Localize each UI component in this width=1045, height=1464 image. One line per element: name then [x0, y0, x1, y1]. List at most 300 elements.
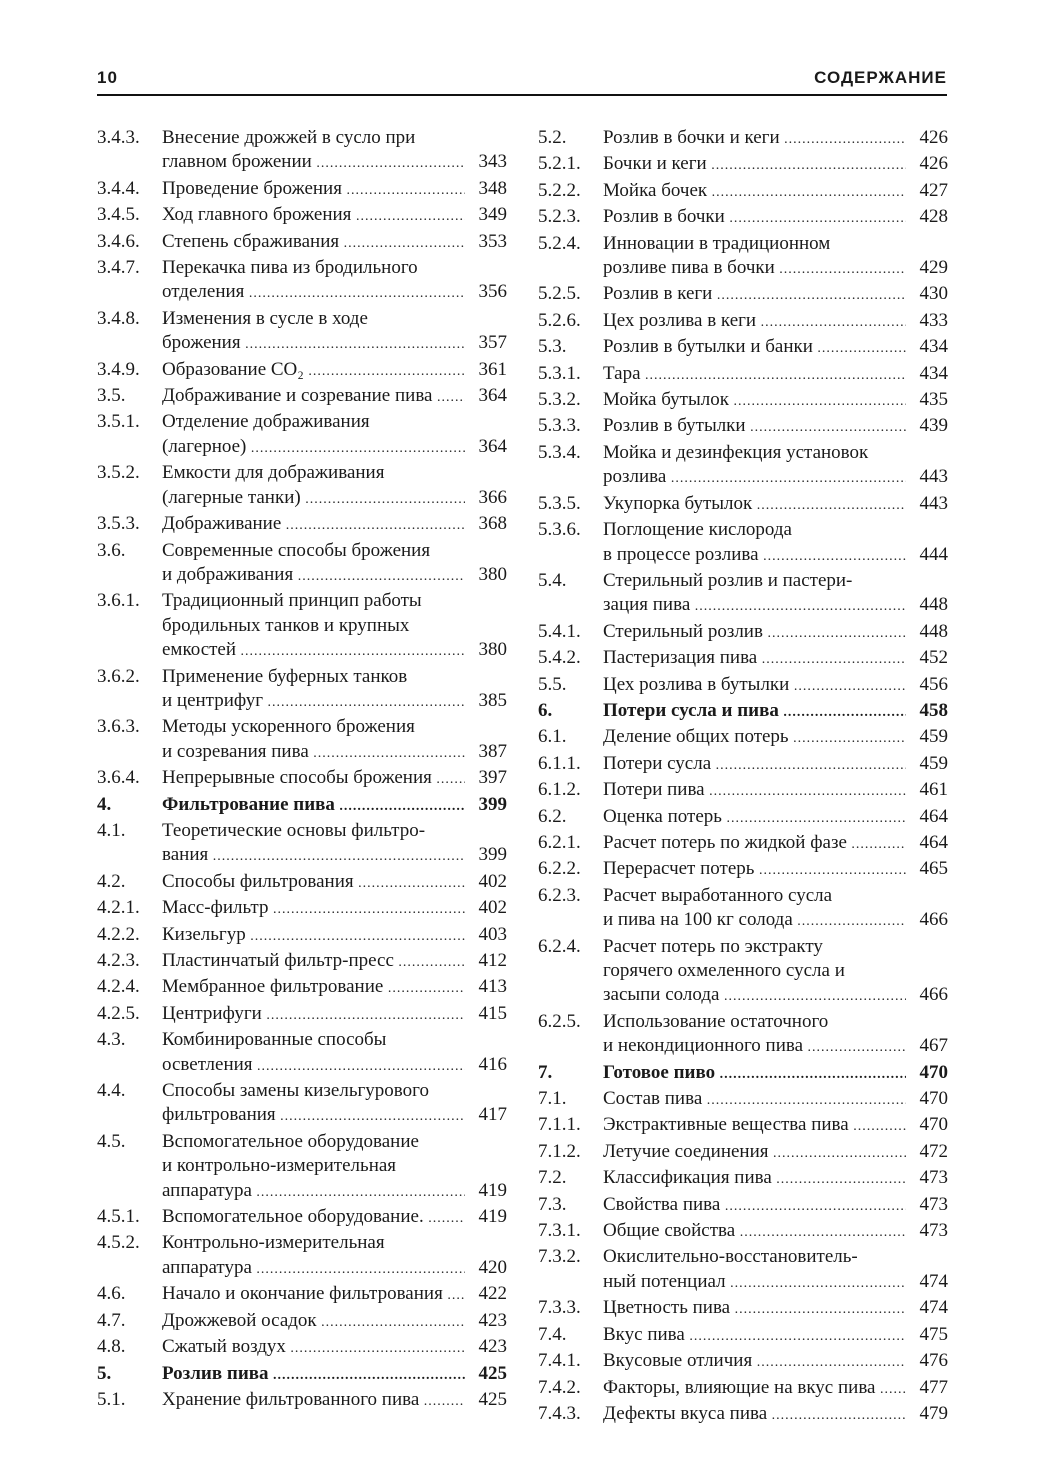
- toc-entry-continuation: [538, 983, 948, 1009]
- toc-entry: [538, 1245, 948, 1269]
- toc-entry-continuation: [97, 1053, 507, 1079]
- toc-entry: [538, 1323, 948, 1349]
- toc-entry-number: 4.5.1.: [97, 1206, 140, 1228]
- toc-entry-title: ный потенциал .....: [603, 1270, 906, 1296]
- toc-entry-title: Способы замены кизельгурового: [162, 1080, 429, 1102]
- toc-entry-number: 5.3.2.: [538, 389, 581, 411]
- toc-entry-number: 6.2.: [538, 805, 567, 827]
- toc-entry-continuation: [97, 740, 507, 766]
- toc-entry-page: 343: [478, 151, 507, 173]
- toc-entry: [97, 1388, 507, 1414]
- toc-entry-title: Розлив в бутылки .....: [603, 414, 906, 440]
- toc-entry: [97, 1130, 507, 1154]
- toc-entry: [538, 778, 948, 804]
- toc-entry-title: Расчет выработанного сусла: [603, 884, 833, 906]
- toc-entry: [97, 1028, 507, 1052]
- toc-entry-number: 6.1.: [538, 726, 567, 748]
- toc-entry: [538, 1113, 948, 1139]
- toc-entry-page: 473: [919, 1193, 948, 1215]
- toc-entry-title: и созревания пива .....: [162, 740, 465, 766]
- toc-entry-page: 456: [919, 673, 948, 695]
- toc-entry: [538, 1349, 948, 1375]
- toc-column-left: [97, 126, 507, 1414]
- toc-entry-title: Внесение дрожжей в сусло при: [162, 127, 416, 148]
- toc-entry-title: Оценка потерь .....: [603, 805, 906, 831]
- toc-entry-continuation: [97, 486, 507, 512]
- toc-entry-number: 4.3.: [97, 1029, 126, 1051]
- toc-entry: [538, 1087, 948, 1113]
- toc-entry-title: Цех розлива в бутылки .....: [603, 673, 906, 699]
- toc-entry-title: Факторы, влияющие на вкус пива .....: [603, 1376, 906, 1402]
- toc-entry: [97, 230, 507, 256]
- toc-entry-number: 5.3.3.: [538, 415, 581, 437]
- toc-entry-title: Контрольно-измерительная: [162, 1232, 385, 1254]
- toc-entry-page: 444: [919, 543, 948, 565]
- toc-entry-continuation: [538, 1034, 948, 1060]
- toc-entry-page: 416: [478, 1053, 507, 1075]
- toc-entry-page: 399: [478, 793, 507, 815]
- toc-entry-title: осветления .....: [162, 1053, 465, 1079]
- toc-entry: [97, 126, 507, 150]
- toc-entry: [538, 1140, 948, 1166]
- toc-entry-page: 448: [919, 594, 948, 616]
- toc-entry-continuation: [97, 1256, 507, 1282]
- toc-entry-title: Дображивание .....: [162, 512, 465, 538]
- toc-entry-number: 7.4.3.: [538, 1402, 581, 1424]
- toc-entry-number: 3.4.9.: [97, 358, 140, 380]
- toc-entry-title: Вспомогательное оборудование: [162, 1130, 419, 1152]
- toc-entry: [97, 665, 507, 689]
- toc-entry-title: розлива .....: [603, 465, 906, 491]
- toc-entry-title: Ход главного брожения .....: [162, 203, 465, 229]
- toc-entry-page: 452: [919, 647, 948, 669]
- toc-entry: [97, 589, 507, 613]
- toc-entry: [97, 1205, 507, 1231]
- toc-entry-title: Бочки и кеги .....: [603, 152, 906, 178]
- toc-entry-page: 361: [478, 358, 507, 380]
- toc-entry-number: 3.5.3.: [97, 513, 140, 535]
- toc-entry: [538, 414, 948, 440]
- toc-entry-number: 4.8.: [97, 1336, 126, 1358]
- toc-entry: [97, 384, 507, 410]
- toc-entry-number: 7.4.2.: [538, 1376, 581, 1398]
- toc-entry-title: Поглощение кислорода: [603, 519, 792, 541]
- toc-entry-number: 3.5.2.: [97, 462, 140, 484]
- toc-entry-continuation: [97, 614, 507, 638]
- toc-entry-page: 419: [478, 1206, 507, 1228]
- toc-entry: [97, 819, 507, 843]
- toc-entry-title: Мойка и дезинфекция установок: [603, 441, 869, 463]
- toc-entry-number: 4.1.: [97, 819, 126, 841]
- toc-entry-title: Розлив в бочки .....: [603, 205, 906, 231]
- toc-entry: [97, 715, 507, 739]
- toc-entry: [538, 1219, 948, 1245]
- toc-entry-number: 5.2.: [538, 127, 567, 148]
- toc-entry-title: Цех розлива в кеги .....: [603, 309, 906, 335]
- toc-entry: [97, 1002, 507, 1028]
- toc-entry-title: розливе пива в бочки .....: [603, 256, 906, 282]
- toc-entry-title: бродильных танков и крупных: [162, 614, 410, 636]
- toc-entry-page: 402: [478, 897, 507, 919]
- toc-entry-number: 4.: [97, 793, 112, 815]
- toc-entry: [97, 1282, 507, 1308]
- toc-entry-title: Фильтрование пива .....: [162, 793, 465, 819]
- toc-entry-continuation: [97, 435, 507, 461]
- toc-entry-number: 7.2.: [538, 1167, 567, 1189]
- toc-entry-title: Проведение брожения .....: [162, 177, 465, 203]
- toc-entry-title: (лагерные танки) .....: [162, 486, 465, 512]
- toc-entry-page: 465: [919, 858, 948, 880]
- toc-entry-page: 459: [919, 726, 948, 748]
- toc-entry-title: Общие свойства .....: [603, 1219, 906, 1245]
- toc-entry-page: 427: [919, 179, 948, 201]
- toc-entry-page: 474: [919, 1297, 948, 1319]
- toc-entry-title: и дображивания .....: [162, 563, 465, 589]
- toc-entry-title: главном брожении .....: [162, 150, 465, 176]
- toc-entry-title: Укупорка бутылок .....: [603, 492, 906, 518]
- toc-entry-title: Перекачка пива из бродильного: [162, 257, 418, 279]
- section-title: СОДЕРЖАНИЕ: [814, 68, 947, 87]
- toc-entry-title: Летучие соединения .....: [603, 1140, 906, 1166]
- toc-entry-number: 3.6.: [97, 539, 126, 561]
- toc-entry-title: Степень сбраживания .....: [162, 230, 465, 256]
- toc-entry-number: 5.3.1.: [538, 362, 581, 384]
- toc-entry-number: 3.4.7.: [97, 257, 140, 279]
- toc-entry-number: 3.6.2.: [97, 665, 140, 687]
- toc-entry: [538, 232, 948, 256]
- toc-entry: [538, 282, 948, 308]
- toc-entry-title: Дрожжевой осадок .....: [162, 1309, 465, 1335]
- toc-entry-number: 7.1.1.: [538, 1114, 581, 1136]
- toc-entry: [538, 1376, 948, 1402]
- toc-entry-page: 380: [478, 563, 507, 585]
- toc-entry-title: отделения .....: [162, 280, 465, 306]
- toc-entry-page: 415: [478, 1002, 507, 1024]
- toc-entry-page: 477: [919, 1376, 948, 1398]
- toc-entry-continuation: [97, 843, 507, 869]
- toc-entry-number: 7.3.: [538, 1193, 567, 1215]
- toc-entry-number: 4.2.3.: [97, 950, 140, 971]
- toc-entry-title: в процессе розлива .....: [603, 543, 906, 569]
- toc-entry-page: 387: [478, 740, 507, 762]
- toc-entry-page: 467: [919, 1035, 948, 1057]
- toc-entry-page: 417: [478, 1104, 507, 1126]
- toc-entry-page: 419: [478, 1179, 507, 1201]
- toc-entry: [538, 1402, 948, 1428]
- toc-entry: [538, 805, 948, 831]
- toc-entry-title: Современные способы брожения: [162, 539, 431, 561]
- toc-entry-title: Вкус пива .....: [603, 1323, 906, 1349]
- toc-entry-number: 3.5.: [97, 385, 126, 407]
- toc-entry-page: 425: [478, 1388, 507, 1410]
- toc-entry: [538, 492, 948, 518]
- toc-entry-number: 5.3.5.: [538, 492, 581, 514]
- toc-entry-number: 5.2.1.: [538, 153, 581, 175]
- toc-entry-title: Экстрактивные вещества пива .....: [603, 1113, 906, 1139]
- toc-entry-continuation: [97, 563, 507, 589]
- toc-entry-page: 443: [919, 492, 948, 514]
- toc-entry: [538, 388, 948, 414]
- toc-entry: [97, 1335, 507, 1361]
- toc-entry-title: аппаратура .....: [162, 1179, 465, 1205]
- toc-entry-title: аппаратура .....: [162, 1256, 465, 1282]
- toc-entry-page: 464: [919, 831, 948, 853]
- toc-entry-page: 368: [478, 513, 507, 535]
- toc-entry: [538, 1296, 948, 1322]
- toc-entry-number: 6.2.1.: [538, 831, 581, 853]
- toc-entry-continuation: [97, 280, 507, 306]
- toc-entry: [97, 1231, 507, 1255]
- toc-entry: [538, 831, 948, 857]
- toc-entry-number: 5.5.: [538, 673, 567, 695]
- toc-entry-title: Стерильный розлив и пастери-: [603, 569, 853, 591]
- toc-entry-page: 385: [478, 689, 507, 711]
- toc-entry-title: Розлив в кеги .....: [603, 282, 906, 308]
- toc-entry-continuation: [97, 689, 507, 715]
- toc-entry-number: 7.4.1.: [538, 1350, 581, 1372]
- toc-entry-title: Традиционный принцип работы: [162, 590, 422, 612]
- toc-entry-number: 7.: [538, 1061, 553, 1083]
- toc-entry-number: 5.2.6.: [538, 309, 581, 331]
- toc-entry-page: 423: [478, 1336, 507, 1358]
- toc-entry: [538, 884, 948, 908]
- toc-entry-continuation: [538, 593, 948, 619]
- toc-entry-page: 402: [478, 870, 507, 892]
- toc-entry-title: емкостей .....: [162, 638, 465, 664]
- toc-entry-page: 413: [478, 976, 507, 998]
- toc-entry-title: Классификация пива .....: [603, 1166, 906, 1192]
- toc-entry-number: 7.1.2.: [538, 1140, 581, 1162]
- toc-entry-page: 443: [919, 466, 948, 488]
- toc-entry-number: 7.3.1.: [538, 1220, 581, 1242]
- toc-entry-title: Цветность пива .....: [603, 1296, 906, 1322]
- toc-entry-number: 4.6.: [97, 1283, 126, 1305]
- toc-entry-title: Розлив пива .....: [162, 1362, 465, 1388]
- toc-entry-title: Перерасчет потерь .....: [603, 857, 906, 883]
- toc-entry-title: Мойка бутылок .....: [603, 388, 906, 414]
- toc-entry-page: 356: [478, 281, 507, 303]
- toc-entry: [538, 857, 948, 883]
- toc-entry-number: 3.4.6.: [97, 230, 140, 252]
- toc-entry-continuation: [538, 1270, 948, 1296]
- toc-entry-title: Хранение фильтрованного пива .....: [162, 1388, 465, 1414]
- toc-entry-number: 6.1.1.: [538, 752, 581, 774]
- toc-entry-title: Мойка бочек .....: [603, 179, 906, 205]
- toc-entry-number: 6.2.4.: [538, 935, 581, 957]
- toc-entry: [538, 205, 948, 231]
- toc-entry-page: 472: [919, 1140, 948, 1162]
- toc-entry-page: 429: [919, 257, 948, 279]
- toc-entry: [538, 699, 948, 725]
- toc-entry-title: Изменения в сусле в ходе: [162, 307, 368, 329]
- toc-entry-number: 3.6.4.: [97, 767, 140, 789]
- toc-entry-page: 364: [478, 385, 507, 407]
- toc-entry-continuation: [97, 331, 507, 357]
- toc-entry-page: 397: [478, 767, 507, 789]
- toc-entry-page: 435: [919, 389, 948, 411]
- toc-entry-number: 6.1.2.: [538, 779, 581, 801]
- toc-entry-title: засыпи солода .....: [603, 983, 906, 1009]
- toc-entry: [97, 1362, 507, 1388]
- toc-entry-page: 461: [919, 779, 948, 801]
- toc-column-right: [538, 126, 948, 1428]
- toc-entry-number: 3.5.1.: [97, 411, 140, 433]
- toc-entry-page: 425: [478, 1362, 507, 1384]
- toc-entry-title: Потери сусла и пива .....: [603, 699, 906, 725]
- toc-entry-page: 434: [919, 362, 948, 384]
- toc-entry-title: Деление общих потерь .....: [603, 725, 906, 751]
- toc-entry-title: Окислительно-восстановитель-: [603, 1246, 858, 1268]
- toc-entry-title: Дефекты вкуса пива .....: [603, 1402, 906, 1428]
- toc-entry-title: Расчет потерь по экстракту: [603, 935, 823, 957]
- toc-entry-page: 348: [478, 177, 507, 199]
- toc-entry: [97, 1079, 507, 1103]
- toc-entry-number: 6.2.2.: [538, 858, 581, 880]
- toc-entry-page: 423: [478, 1309, 507, 1331]
- toc-entry: [97, 949, 507, 975]
- toc-entry: [538, 335, 948, 361]
- toc-entry-number: 6.2.3.: [538, 884, 581, 906]
- toc-entry: [97, 870, 507, 896]
- toc-entry-title: Готовое пиво .....: [603, 1061, 906, 1087]
- toc-entry-page: 430: [919, 283, 948, 305]
- toc-entry: [97, 461, 507, 485]
- toc-entry-title: Вспомогательное оборудование. .....: [162, 1205, 465, 1231]
- toc-entry-page: 353: [478, 230, 507, 252]
- toc-entry-page: 448: [919, 620, 948, 642]
- toc-entry-title: зация пива .....: [603, 593, 906, 619]
- toc-entry-title: Комбинированные способы: [162, 1029, 387, 1051]
- toc-entry-page: 466: [919, 909, 948, 931]
- toc-entry-number: 4.7.: [97, 1309, 126, 1331]
- toc-entry: [538, 725, 948, 751]
- toc-entry-title: Методы ускоренного брожения: [162, 716, 415, 738]
- toc-entry-number: 7.3.2.: [538, 1246, 581, 1268]
- toc-entry-page: 466: [919, 984, 948, 1006]
- toc-entry-continuation: [97, 150, 507, 176]
- toc-entry-page: 426: [919, 153, 948, 175]
- toc-entry-number: 5.2.2.: [538, 179, 581, 201]
- toc-entry: [97, 975, 507, 1001]
- toc-entry-title: Центрифуги .....: [162, 1002, 465, 1028]
- toc-entry-number: 5.3.4.: [538, 441, 581, 463]
- toc-entry-title: Способы фильтрования .....: [162, 870, 465, 896]
- toc-entry-title: Потери пива .....: [603, 778, 906, 804]
- toc-entry-title: Инновации в традиционном: [603, 232, 831, 254]
- toc-entry-title: Расчет потерь по жидкой фазе .....: [603, 831, 906, 857]
- toc-entry-page: 470: [919, 1088, 948, 1110]
- toc-entry-page: 380: [478, 639, 507, 661]
- toc-entry: [538, 126, 948, 152]
- page-number: 10: [97, 68, 118, 87]
- toc-entry-title: Вкусовые отличия .....: [603, 1349, 906, 1375]
- toc-entry-number: 5.4.1.: [538, 620, 581, 642]
- toc-entry-page: 459: [919, 752, 948, 774]
- toc-entry-title: и контрольно-измерительная: [162, 1155, 397, 1177]
- toc-entry-continuation: [97, 638, 507, 664]
- toc-entry-title: (лагерное) .....: [162, 435, 465, 461]
- toc-entry: [97, 203, 507, 229]
- toc-entry-number: 5.: [97, 1362, 112, 1384]
- toc-entry-page: 475: [919, 1323, 948, 1345]
- toc-entry-page: 349: [478, 204, 507, 226]
- toc-entry-number: 4.2.5.: [97, 1002, 140, 1024]
- toc-entry-page: 479: [919, 1402, 948, 1424]
- toc-entry: [97, 539, 507, 563]
- toc-entry: [538, 935, 948, 959]
- toc-entry-number: 4.2.: [97, 870, 126, 892]
- toc-entry-number: 4.2.1.: [97, 897, 140, 919]
- toc-entry-number: 3.6.1.: [97, 590, 140, 612]
- toc-entry-number: 7.1.: [538, 1088, 567, 1110]
- toc-entry-title: Образование CO₂ .....: [162, 358, 465, 384]
- toc-entry: [538, 441, 948, 465]
- toc-entry-title: Дображивание и созревание пива .....: [162, 384, 465, 410]
- toc-entry-title: Начало и окончание фильтрования .....: [162, 1282, 465, 1308]
- toc-entry-page: 357: [478, 332, 507, 354]
- toc-entry-title: Отделение дображивания: [162, 411, 370, 433]
- toc-entry-page: 464: [919, 805, 948, 827]
- toc-entry-number: 4.2.4.: [97, 976, 140, 998]
- toc-entry: [538, 179, 948, 205]
- toc-entry-title: и центрифуг .....: [162, 689, 465, 715]
- toc-entry-continuation: [97, 1103, 507, 1129]
- toc-entry-title: Розлив в бочки и кеги .....: [603, 126, 906, 152]
- toc-entry: [538, 1193, 948, 1219]
- toc-entry: [538, 518, 948, 542]
- toc-entry-number: 5.4.: [538, 569, 567, 591]
- toc-entry-title: и пива на 100 кг солода .....: [603, 908, 906, 934]
- toc-entry: [538, 752, 948, 778]
- toc-entry: [97, 793, 507, 819]
- toc-entry-title: Масс-фильтр .....: [162, 896, 465, 922]
- toc-entry-continuation: [538, 959, 948, 983]
- toc-entry-page: 473: [919, 1167, 948, 1189]
- toc-entry-number: 3.4.5.: [97, 204, 140, 226]
- toc-entry: [97, 512, 507, 538]
- toc-entry-title: Мембранное фильтрование .....: [162, 975, 465, 1001]
- toc-entry-page: 474: [919, 1270, 948, 1292]
- toc-entry-number: 5.3.: [538, 336, 567, 358]
- toc-entry-page: 422: [478, 1283, 507, 1305]
- toc-entry-title: Потери сусла .....: [603, 752, 906, 778]
- toc-entry: [538, 362, 948, 388]
- toc-entry: [97, 307, 507, 331]
- toc-entry: [538, 1010, 948, 1034]
- toc-entry-page: 412: [478, 950, 507, 971]
- toc-entry-number: 3.4.3.: [97, 127, 140, 148]
- toc-entry-number: 3.6.3.: [97, 716, 140, 738]
- toc-entry-continuation: [538, 908, 948, 934]
- toc-entry-title: вания .....: [162, 843, 465, 869]
- toc-entry-title: Розлив в бутылки и банки .....: [603, 335, 906, 361]
- toc-entry-page: 473: [919, 1220, 948, 1242]
- toc-entry-page: 434: [919, 336, 948, 358]
- toc-entry-page: 420: [478, 1256, 507, 1278]
- toc-entry: [97, 358, 507, 384]
- toc-entry: [538, 152, 948, 178]
- toc-entry-page: 403: [478, 923, 507, 945]
- toc-entry-number: 7.3.3.: [538, 1297, 581, 1319]
- toc-entry-continuation: [97, 1179, 507, 1205]
- toc-entry: [97, 923, 507, 949]
- toc-entry-number: 5.2.5.: [538, 283, 581, 305]
- toc-entry-page: 428: [919, 206, 948, 228]
- toc-entry-title: Тара .....: [603, 362, 906, 388]
- toc-entry-number: 5.2.3.: [538, 206, 581, 228]
- toc-entry-number: 4.5.: [97, 1130, 126, 1152]
- toc-entry: [538, 309, 948, 335]
